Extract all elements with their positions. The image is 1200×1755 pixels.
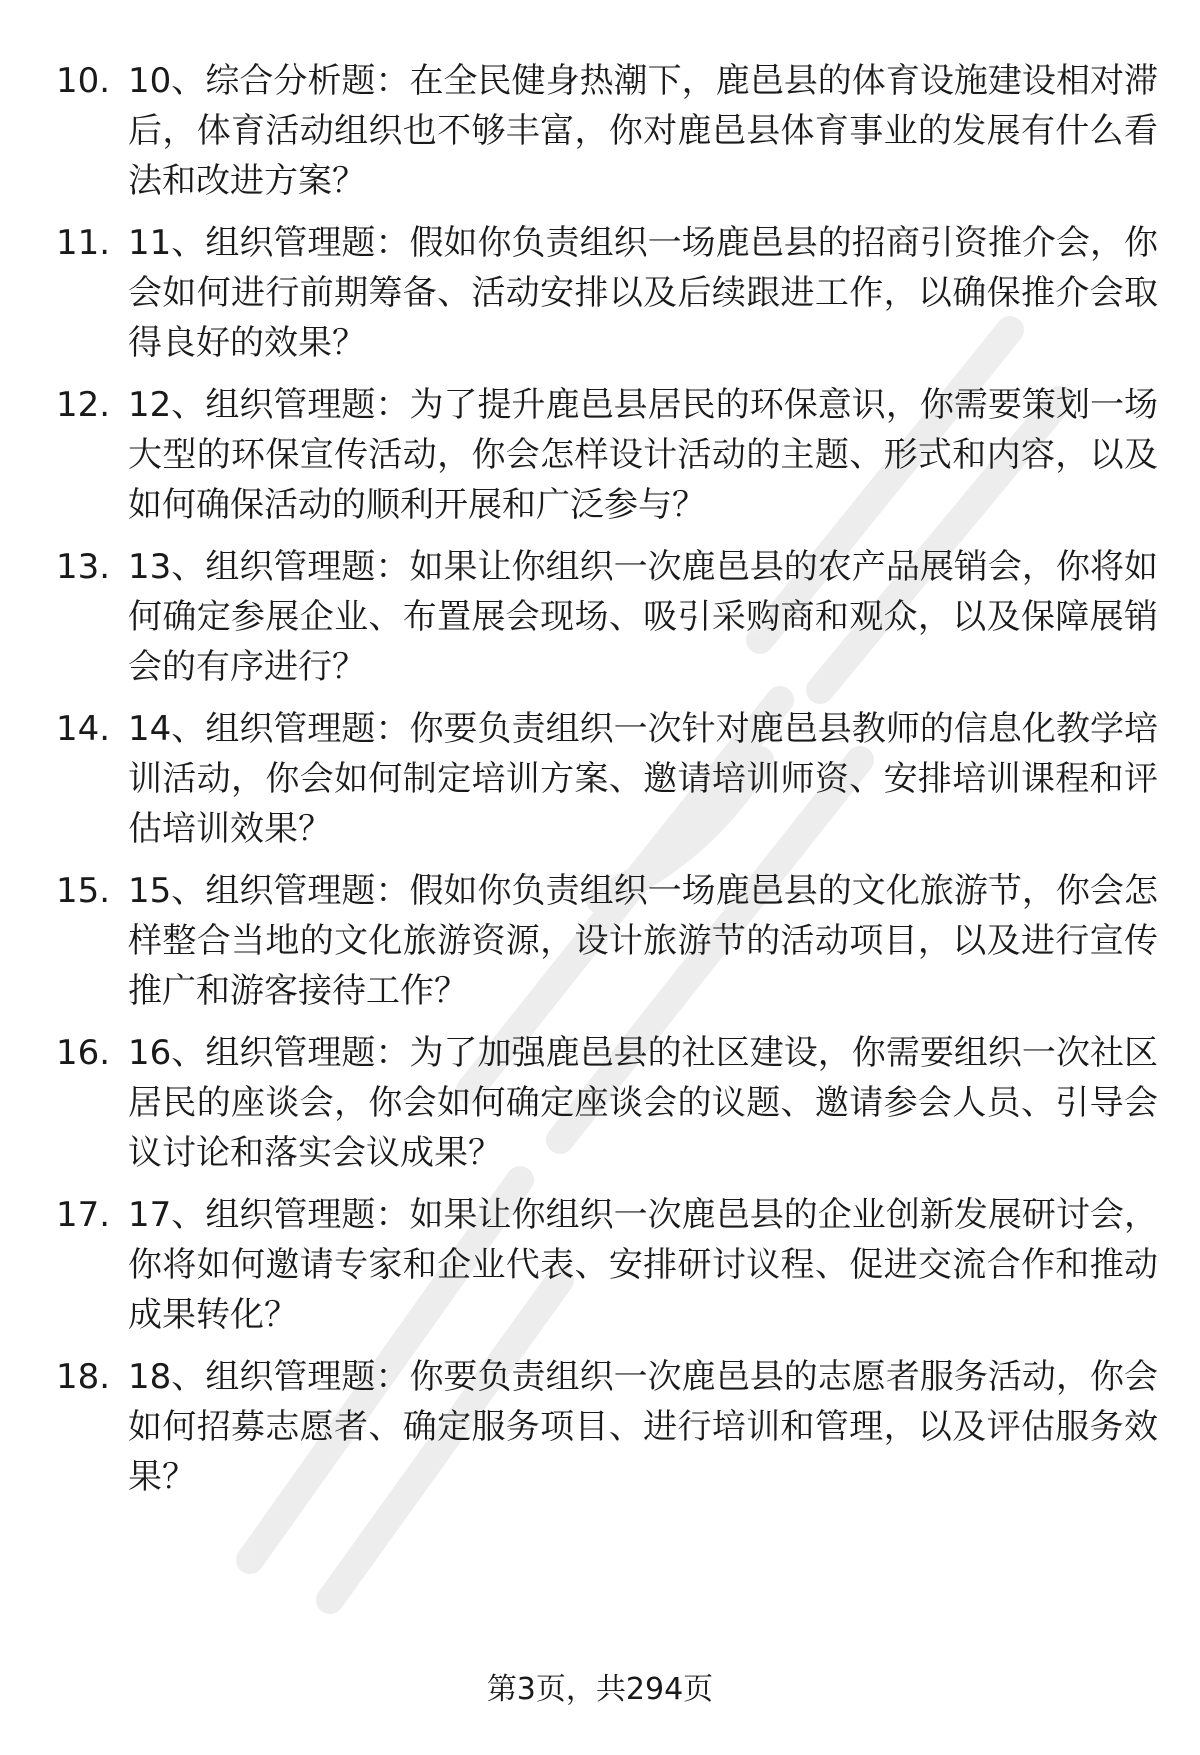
page-number-label: 第3页，共294页	[486, 1672, 714, 1707]
page-footer	[0, 1670, 1200, 1710]
question-number: 14.	[56, 709, 111, 749]
question-number: 13.	[56, 547, 111, 587]
question-number: 11.	[56, 223, 111, 263]
question-number: 15.	[56, 871, 111, 911]
question-text: 16、组织管理题：为了加强鹿邑县的社区建设，你需要组织一次社区居民的座谈会，你会如何确定座谈会的议题、邀请参会人员、引导会议讨论和落实会议成果？	[128, 1033, 1158, 1173]
question-number: 18.	[56, 1357, 111, 1397]
question-text: 11、组织管理题：假如你负责组织一场鹿邑县的招商引资推介会，你会如何进行前期筹备、活动安排以及后续跟进工作，以确保推介会取得良好的效果？	[128, 223, 1158, 363]
question-text: 14、组织管理题：你要负责组织一次针对鹿邑县教师的信息化教学培训活动，你会如何制定培训方案、邀请培训师资、安排培训课程和评估培训效果？	[128, 709, 1158, 849]
question-text: 10、综合分析题：在全民健身热潮下，鹿邑县的体育设施建设相对滞后，体育活动组织也不够丰富，你对鹿邑县体育事业的发展有什么看法和改进方案？	[128, 61, 1158, 201]
question-number: 16.	[56, 1033, 111, 1073]
question-number: 10.	[56, 61, 111, 101]
question-text: 18、组织管理题：你要负责组织一次鹿邑县的志愿者服务活动，你会如何招募志愿者、确定服务项目、进行培训和管理，以及评估服务效果？	[128, 1357, 1158, 1497]
question-text: 12、组织管理题：为了提升鹿邑县居民的环保意识，你需要策划一场大型的环保宣传活动，你会怎样设计活动的主题、形式和内容，以及如何确保活动的顺利开展和广泛参与？	[128, 385, 1158, 525]
question-text: 13、组织管理题：如果让你组织一次鹿邑县的农产品展销会，你将如何确定参展企业、布置展会现场、吸引采购商和观众，以及保障展销会的有序进行？	[128, 547, 1158, 687]
question-number: 17.	[56, 1195, 111, 1235]
question-number: 12.	[56, 385, 111, 425]
question-text: 15、组织管理题：假如你负责组织一场鹿邑县的文化旅游节，你会怎样整合当地的文化旅游资源，设计旅游节的活动项目，以及进行宣传推广和游客接待工作？	[128, 871, 1158, 1011]
question-text: 17、组织管理题：如果让你组织一次鹿邑县的企业创新发展研讨会，你将如何邀请专家和企业代表、安排研讨议程、促进交流合作和推动成果转化？	[128, 1195, 1158, 1335]
